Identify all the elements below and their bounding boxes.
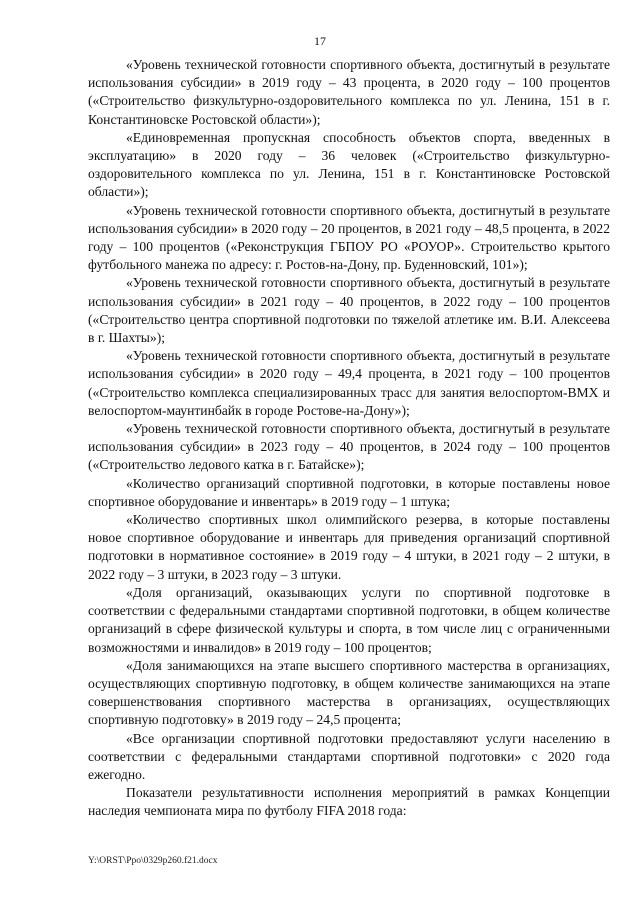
paragraph: «Уровень технической готовности спортивного объекта, достигнутый в результате использования субсидии» в 2020 году – 20 процентов, в 2021 году – 48,5 процента, в 2022 году – 100 процентов («Реконструкция ГБПОУ РО «РОУОР». Строительство крытого футбольного манежа по адресу: г. Ростов-на-Дону, пр. Буденновский, 101»); [88,202,610,273]
paragraph: Показатели результативности исполнения мероприятий в рамках Концепции наследия чемпионата мира по футболу FIFA 2018 года: [88,785,610,819]
paragraph: «Уровень технической готовности спортивного объекта, достигнутый в результате использования субсидии» в 2021 году – 40 процентов, в 2022 году – 100 процентов («Строительство центра спортивной подготовки по тяжелой атлетике им. В.И. Алексеева в г. Шахты»); [88,275,610,346]
paragraph: «Количество спортивных школ олимпийского резерва, в которые поставлены новое спортивное оборудование и инвентарь для приведения организаций спортивной подготовки в нормативное состояние» в 2019 году – 4 штуки, в 2021 году – 2 штуки, в 2022 году – 3 штуки, в 2023 году – 3 штуки. [88,512,610,582]
paragraph: «Уровень технической готовности спортивного объекта, достигнутый в результате использования субсидии» в 2023 году – 40 процентов, в 2024 году – 100 процентов («Строительство ледового катка в г. Батайске»); [88,421,610,473]
page-number: 17 [314,34,326,48]
paragraph: «Уровень технической готовности спортивного объекта, достигнутый в результате использования субсидии» в 2019 году – 43 процента, в 2020 году – 100 процентов («Строительство физкультурно-оздоровительного комплекса по ул. Ленина, 151 в г. Константиновске Ростовской области»); [88,57,610,127]
footer-file-path: Y:\ORST\Ppo\0329p260.f21.docx [88,856,218,866]
document-body [88,56,610,821]
paragraph: «Все организации спортивной подготовки предоставляют услуги населению в соответствии с федеральными стандартами спортивной подготовки» с 2020 года ежегодно. [88,730,610,782]
paragraph: «Уровень технической готовности спортивного объекта, достигнутый в результате использования субсидии» в 2020 году – 49,4 процента, в 2021 году – 100 процентов («Строительство комплекса специализированных трасс для занятия велоспортом-BMX и велоспортом-маунтинбайк в городе Ростове-на-Дону»); [88,348,610,418]
paragraph: «Единовременная пропускная способность объектов спорта, введенных в эксплуатацию» в 2020 году – 36 человек («Строительство физкультурно-оздоровительного комплекса по ул. Ленина, 151 в г. Константиновске Ростовской области»); [88,129,610,200]
paragraph: «Доля организаций, оказывающих услуги по спортивной подготовке в соответствии с федеральными стандартами спортивной подготовки, в общем количестве организаций в сфере физической культуры и спорта, в том числе лиц с ограниченными возможностями и инвалидов» в 2019 году – 100 процентов; [88,584,610,655]
paragraph: «Количество организаций спортивной подготовки, в которые поставлены новое спортивное оборудование и инвентарь» в 2019 году – 1 штука; [88,475,610,509]
paragraph: «Доля занимающихся на этапе высшего спортивного мастерства в организациях, осуществляющих спортивную подготовку, в общем количестве занимающихся на этапе совершенствования спортивного мастерства в организациях, осуществляющих спортивную подготовку» в 2019 году – 24,5 процента; [88,657,610,728]
